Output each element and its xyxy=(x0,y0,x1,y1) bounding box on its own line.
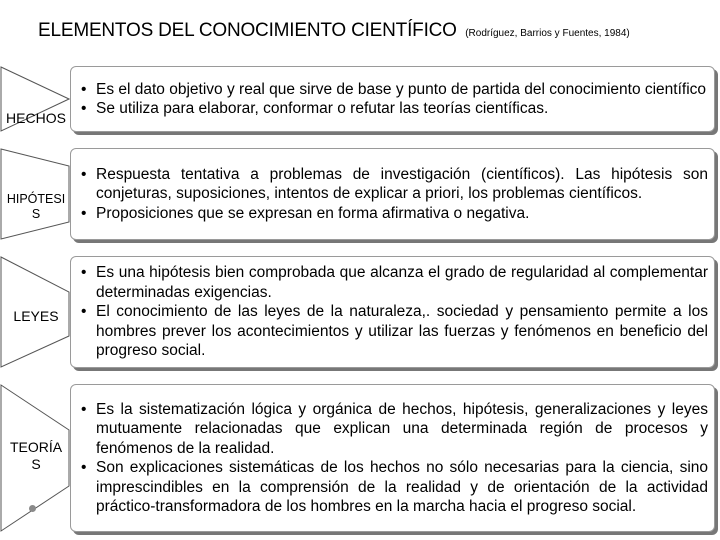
row-leyes xyxy=(0,256,720,368)
row-label-hechos: HECHOS xyxy=(6,110,66,126)
row-label-text: HIPÓTESI S xyxy=(6,192,66,221)
content-box-leyes xyxy=(70,256,715,368)
row-label-text: TEORÍA S xyxy=(9,439,63,472)
row-hechos xyxy=(0,66,720,132)
content-box-hechos xyxy=(70,66,715,132)
row-label-hipotesis xyxy=(0,192,72,222)
bullet-item: • Se utiliza para elaborar, conformar o refutar las teorías científicas. xyxy=(81,99,708,119)
bullet-item: • Proposiciones que se expresan en forma afirmativa o negativa. xyxy=(81,204,708,224)
bullet-item: • Es la sistematización lógica y orgánica de hechos, hipótesis, generalizaciones y leyes mutuamente relacionadas que explican una determinada región de procesos y fenómenos de la realidad. xyxy=(81,400,708,459)
bullet-item: • Son explicaciones sistemáticas de los hechos no sólo necesarias para la ciencia, sino imprescindibles en la comprensión de la realidad y de orientación de la actividad práctico-transformadora de los hombres en la marcha hacia el progreso social. xyxy=(81,458,708,517)
title-main: ELEMENTOS DEL CONOCIMIENTO CIENTÍFICO xyxy=(38,20,457,41)
content-box-teorias xyxy=(70,384,715,532)
bullet-item: • Es una hipótesis bien comprobada que alcanza el grado de regularidad al complementar determinadas exigencias. xyxy=(81,263,708,302)
page-title xyxy=(38,20,630,42)
row-hipotesis xyxy=(0,148,720,240)
bullet-item: • El conocimiento de las leyes de la naturaleza,. sociedad y pensamiento permite a los hombres prever los acontecimientos y utilizar las fuerzas y fenómenos en beneficio del progreso social. xyxy=(81,302,708,361)
row-label-teorias xyxy=(0,439,72,473)
decorative-dot xyxy=(29,505,36,512)
bullet-item: • Respuesta tentativa a problemas de investigación (científicos). Las hipótesis son conjeturas, suposiciones, intentos de explicar a priori, los problemas científicos. xyxy=(81,165,708,204)
bullet-item: • Es el dato objetivo y real que sirve de base y punto de partida del conocimiento científico xyxy=(81,80,708,100)
row-teorias xyxy=(0,384,720,532)
title-citation: (Rodríguez, Barrios y Fuentes, 1984) xyxy=(465,28,630,39)
content-box-hipotesis xyxy=(70,148,715,240)
row-label-leyes: LEYES xyxy=(13,308,59,324)
